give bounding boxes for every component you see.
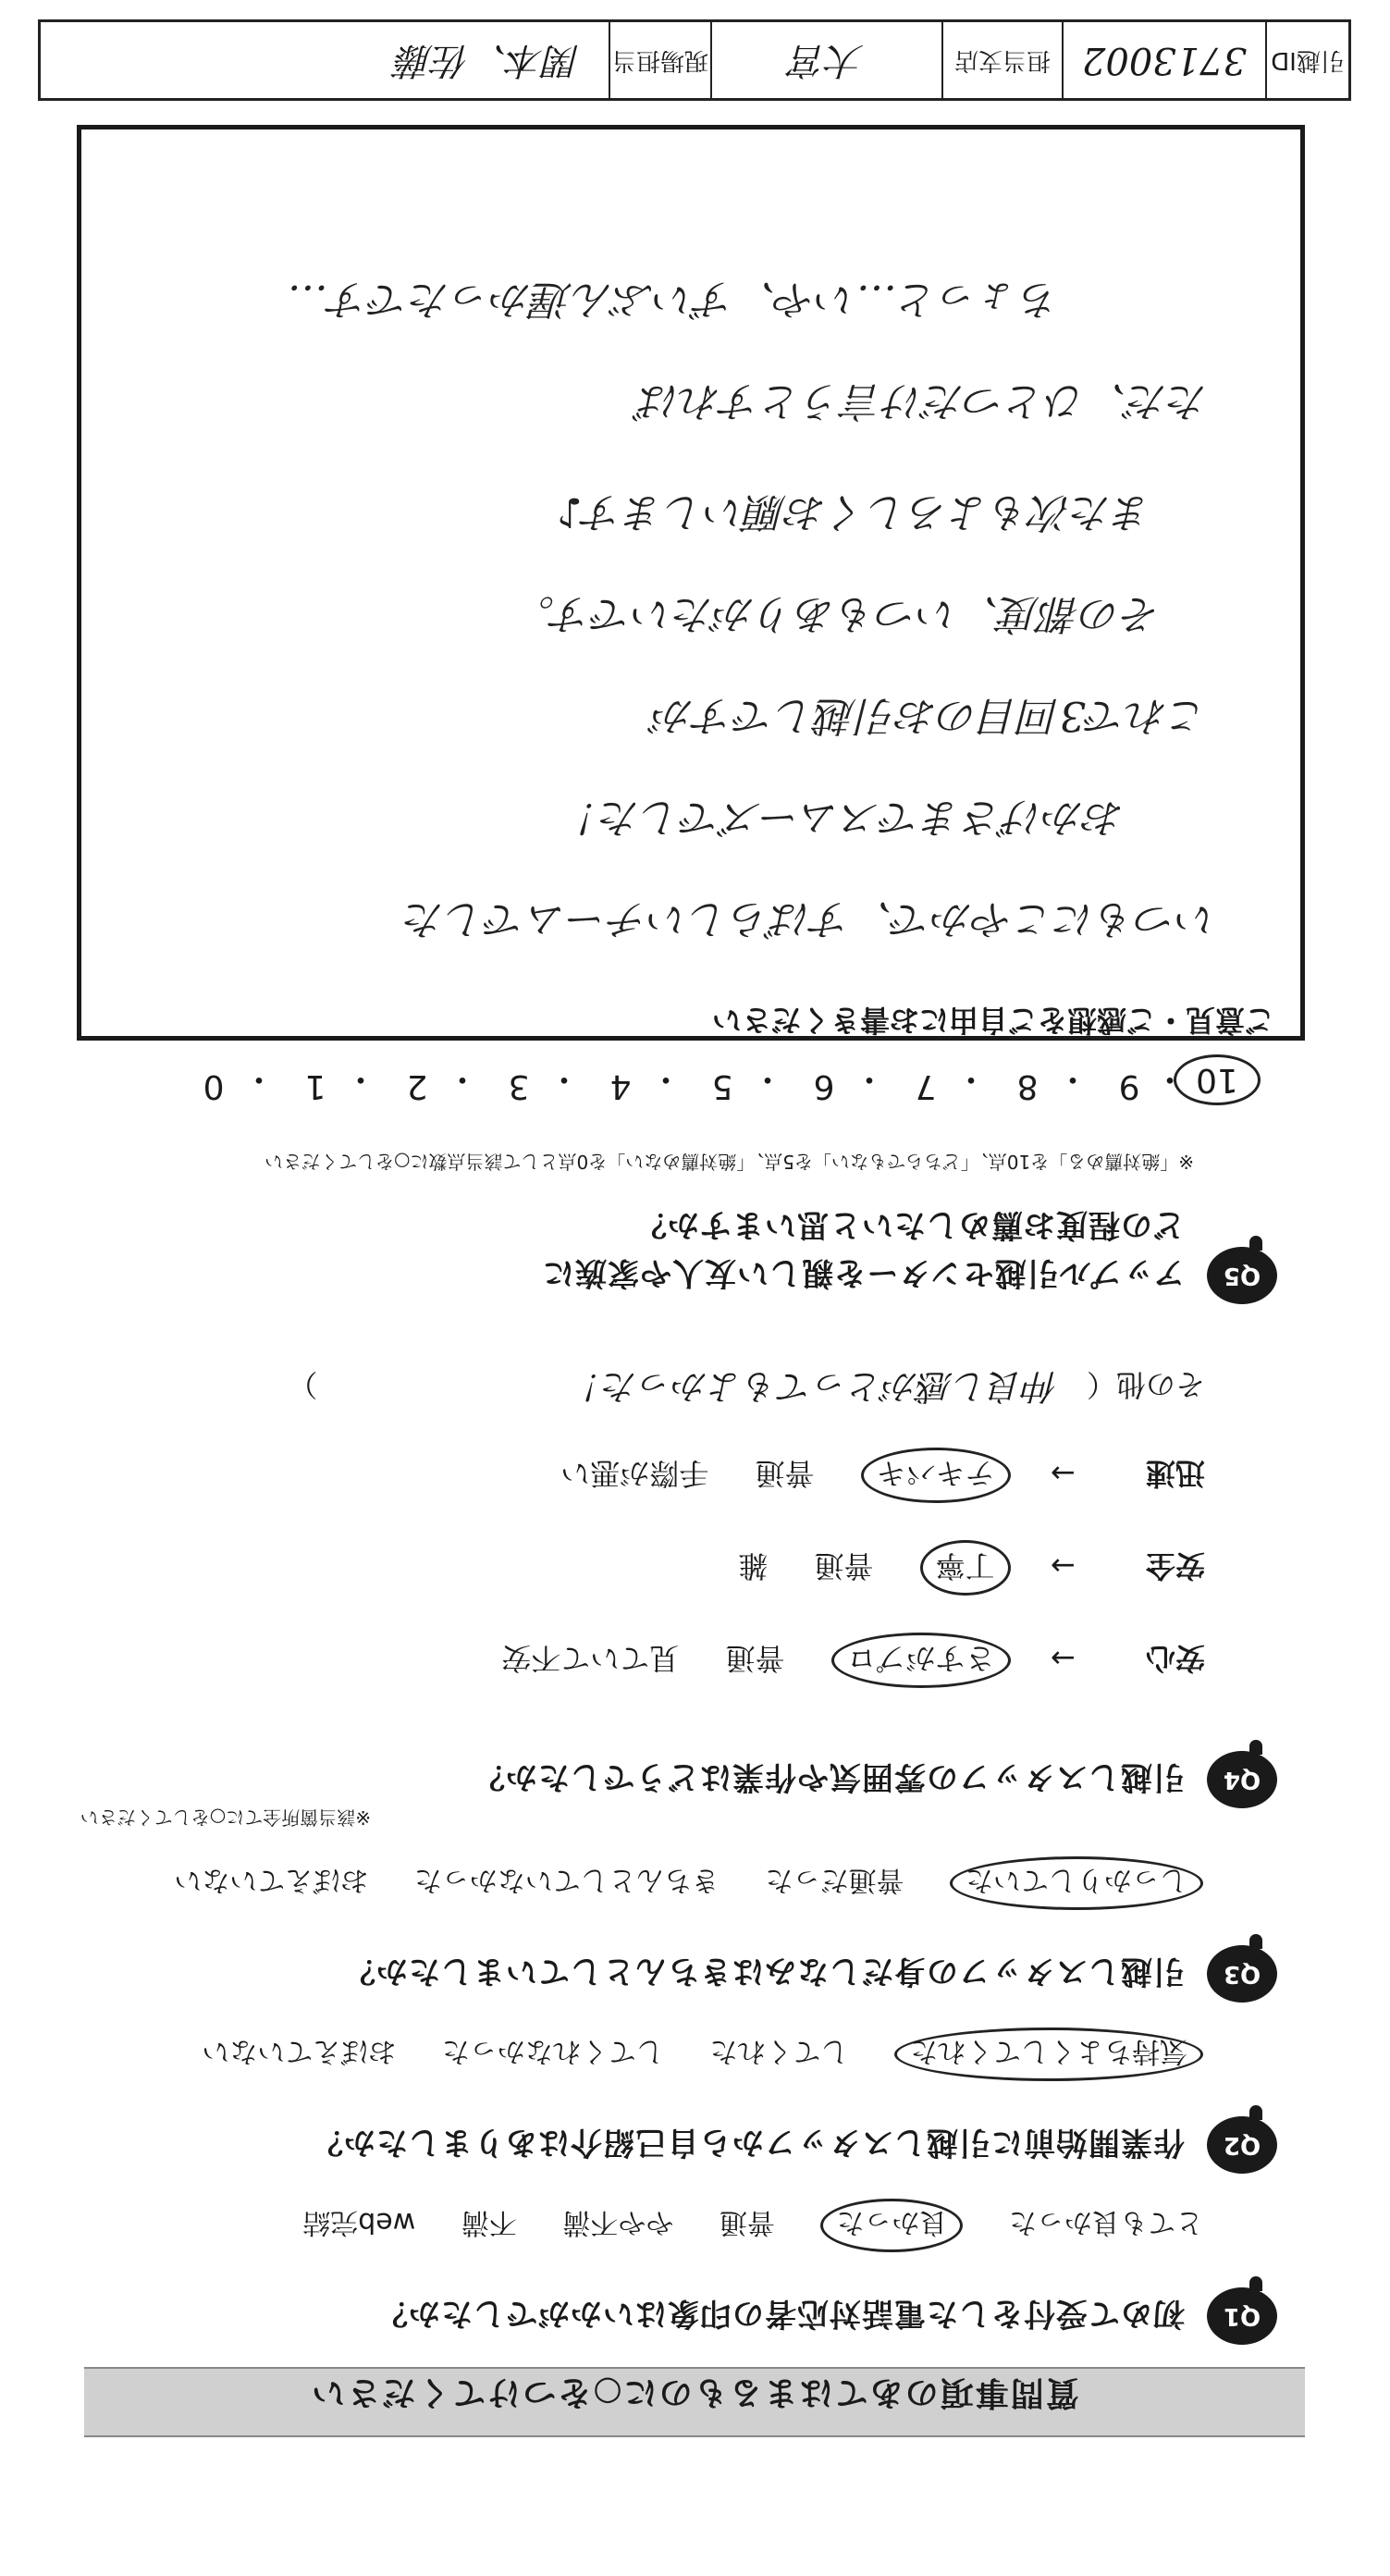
- q4-row-label: 安全: [1145, 1548, 1205, 1584]
- q5-score[interactable]: 4: [609, 1067, 632, 1105]
- branch-label: 担当支店: [941, 22, 1062, 98]
- separator-dot: ・: [852, 1060, 886, 1098]
- separator-dot: ・: [953, 1060, 988, 1098]
- q3-option[interactable]: おぼえていない: [174, 1864, 369, 1896]
- q1-option[interactable]: やや不満: [562, 2206, 674, 2238]
- comment-title: ご意見・ご感想をご自由にお書きください: [711, 1003, 1274, 1038]
- q5-score[interactable]: 3: [508, 1067, 530, 1105]
- q1-badge-tail: [1249, 2276, 1262, 2291]
- q3-option[interactable]: 普通だった: [765, 1864, 904, 1896]
- separator-dot: ・: [1152, 1060, 1187, 1098]
- separator-dot: ・: [445, 1060, 479, 1098]
- q2-badge-tail: [1249, 2105, 1262, 2120]
- q4-other-label: その他（: [1086, 1367, 1205, 1402]
- q2-option[interactable]: してくれた: [709, 2035, 849, 2067]
- q5-text-line1: アップル引越センターを親しい友人や家族に: [542, 1254, 1185, 1291]
- q5-text-line2: どの程度お薦めしたいと思いますか？: [634, 1206, 1185, 1243]
- q3-option-selected[interactable]: しっかりしていた: [950, 1856, 1203, 1910]
- q4-option[interactable]: 雑: [738, 1548, 769, 1584]
- q4-row-label: 安心: [1145, 1641, 1205, 1676]
- q5-score[interactable]: 6: [813, 1067, 835, 1105]
- separator-dot: ・: [547, 1060, 581, 1098]
- q2-text: 作業開始前に引越しスタッフから自己紹介はありましたか？: [311, 2124, 1185, 2161]
- comment-line: いつもにこやかで、すばらしいチームでした: [403, 895, 1217, 943]
- q4-text: 引越しスタッフの雰囲気や作業はどうでしたか？: [473, 1758, 1185, 1795]
- instruction-text: 質問事項のあてはまるものに○をつけてください: [310, 2373, 1079, 2411]
- q3-option[interactable]: きちんとしていなかった: [413, 1864, 720, 1896]
- q5-score[interactable]: 2: [406, 1067, 428, 1105]
- q5-note: ※「絶対薦める」を10点、「どちらでもない」を5点、「絶対薦めない」を0点として該当点数に○をしてください: [264, 1151, 1194, 1173]
- q3-text: 引越しスタッフの身だしなみはきちんとしていましたか？: [343, 1953, 1185, 1990]
- q1-option[interactable]: とても良かった: [1009, 2206, 1203, 2238]
- comment-line: また次もよろしくお願いします♪: [556, 488, 1152, 536]
- q5-score-selected[interactable]: 10: [1174, 1054, 1261, 1105]
- branch-value: 大宮: [710, 22, 941, 98]
- separator-dot: ・: [241, 1060, 276, 1098]
- q1-option[interactable]: 不満: [461, 2206, 517, 2238]
- q4-badge: Q4: [1207, 1751, 1277, 1808]
- q4-row-anshin: [464, 1633, 1205, 1688]
- q4-option[interactable]: 手際が悪い: [560, 1456, 709, 1491]
- q4-badge-tail: [1249, 1740, 1262, 1755]
- q3-badge: Q3: [1207, 1945, 1277, 2003]
- q5-badge-tail: [1249, 1236, 1262, 1251]
- q5-score[interactable]: 7: [915, 1067, 937, 1105]
- q4-option[interactable]: 普通: [814, 1548, 874, 1584]
- q2-option[interactable]: おぼえていない: [202, 2035, 397, 2067]
- separator-dot: ・: [1055, 1060, 1089, 1098]
- arrow-right-icon: →: [1051, 1641, 1076, 1676]
- q2-options: [165, 2028, 1203, 2081]
- comment-line: ちょっと…いや、ずいぶん遅かったです…: [287, 276, 1060, 323]
- q3-options: [137, 1856, 1203, 1910]
- q1-badge: Q1: [1207, 2287, 1277, 2345]
- comment-line: おかげさまでスムーズでした！: [559, 794, 1125, 841]
- move-id-label: 引越ID: [1265, 22, 1348, 98]
- q3-badge-tail: [1249, 1934, 1262, 1949]
- leader-value: 関本、佐藤: [396, 39, 581, 81]
- q4-row-jinsoku: [523, 1448, 1205, 1503]
- q4-option[interactable]: 見ていて不安: [501, 1641, 680, 1676]
- q4-option[interactable]: 普通: [755, 1456, 815, 1491]
- comment-box[interactable]: [77, 125, 1305, 1041]
- q4-option[interactable]: 普通: [725, 1641, 785, 1676]
- arrow-right-icon: →: [1051, 1548, 1076, 1584]
- q4-other-close: ）: [288, 1367, 318, 1402]
- q4-row-anzen: [701, 1540, 1205, 1596]
- q5-badge: Q5: [1207, 1247, 1277, 1304]
- q4-option-selected[interactable]: テキパキ: [861, 1448, 1011, 1503]
- q4-option-selected[interactable]: 丁寧: [920, 1540, 1011, 1596]
- q5-score[interactable]: 8: [1016, 1067, 1039, 1105]
- comment-line: その都度、いつもありがたいです。: [513, 590, 1162, 637]
- comment-line: これで3回目のお引越しですが: [653, 692, 1208, 739]
- q4-note: ※該当箇所全てに○をしてください: [80, 1806, 371, 1829]
- q5-score[interactable]: 5: [711, 1067, 733, 1105]
- q1-option[interactable]: 普通: [719, 2206, 775, 2238]
- separator-dot: ・: [750, 1060, 784, 1098]
- q5-score[interactable]: 1: [304, 1067, 326, 1105]
- q1-text: 初めて受付をした電話対応者の印象はいかがでしたか？: [375, 2295, 1185, 2332]
- q2-option-selected[interactable]: 気持ちよくしてくれた: [894, 2028, 1203, 2081]
- separator-dot: ・: [343, 1060, 377, 1098]
- separator-dot: ・: [648, 1060, 683, 1098]
- q1-options: [265, 2199, 1203, 2252]
- arrow-right-icon: →: [1051, 1456, 1076, 1491]
- q5-score[interactable]: 0: [203, 1067, 225, 1105]
- move-id-value: 3713002: [1062, 22, 1265, 98]
- leader-label: 現場担当: [609, 22, 710, 98]
- q4-row-label: 迅速: [1145, 1456, 1205, 1491]
- q4-row-other: [288, 1364, 1205, 1415]
- q4-option-selected[interactable]: さすがプロ: [831, 1633, 1011, 1688]
- q1-option-selected[interactable]: 良かった: [820, 2199, 963, 2252]
- q1-option[interactable]: web完結: [302, 2206, 416, 2238]
- comment-line: ただ、ひとつだけ言うとすれば: [638, 377, 1208, 425]
- q2-option[interactable]: してくれなかった: [441, 2035, 664, 2067]
- instruction-banner: [84, 2367, 1305, 2437]
- footer-table: [38, 19, 1351, 101]
- q5-score[interactable]: 9: [1118, 1067, 1140, 1105]
- q4-other-input[interactable]: 仲良し感がとってもよかった！: [567, 1366, 1059, 1407]
- q2-badge: Q2: [1207, 2116, 1277, 2174]
